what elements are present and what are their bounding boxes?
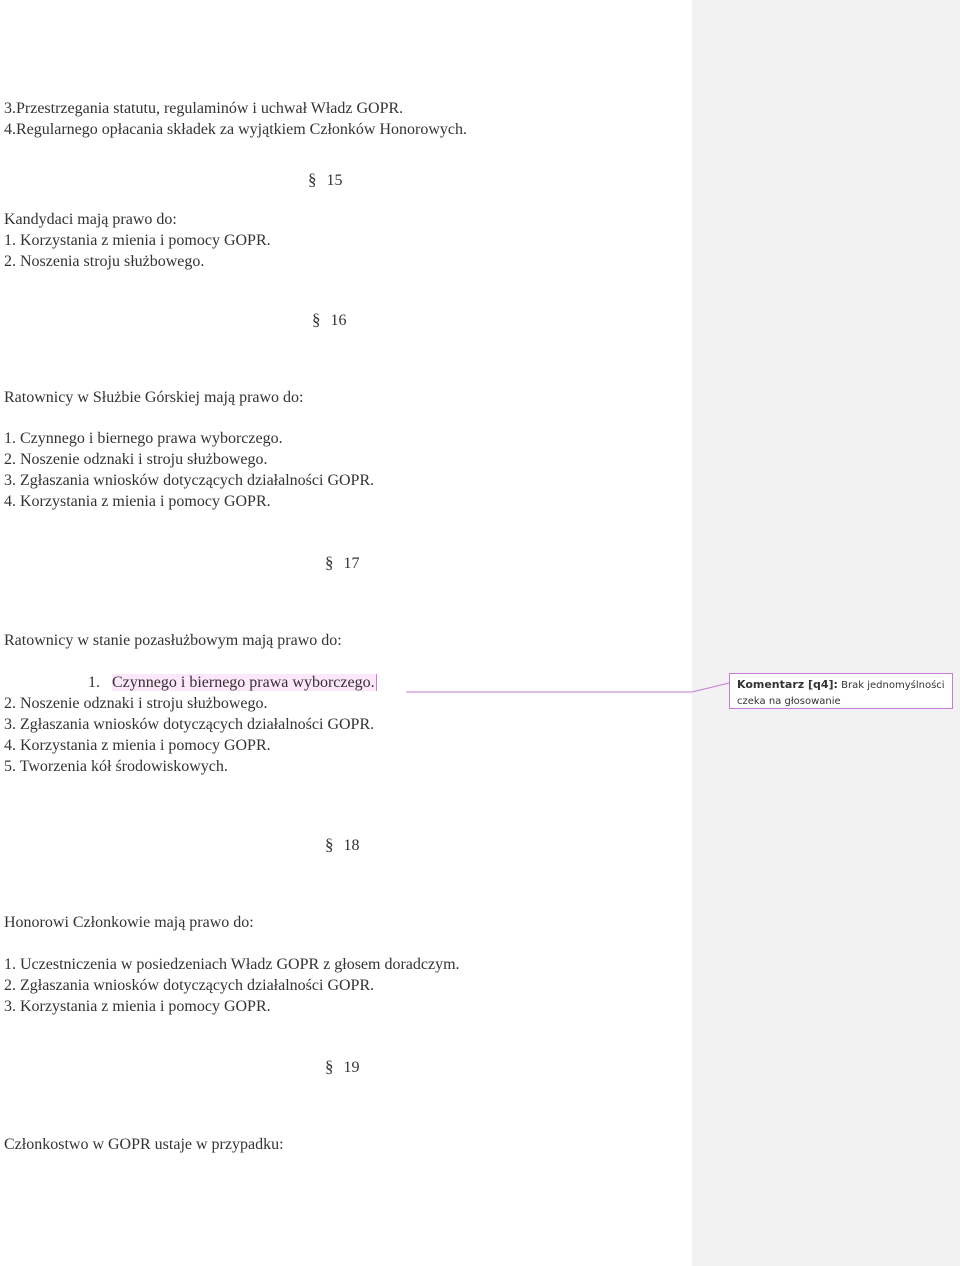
- list-item: 4. Korzystania z mienia i pomocy GOPR.: [4, 737, 271, 754]
- section-symbol: §: [308, 170, 317, 189]
- paragraph-intro: Członkostwo w GOPR ustaje w przypadku:: [4, 1136, 284, 1153]
- list-item: 3. Korzystania z mienia i pomocy GOPR.: [4, 998, 271, 1015]
- list-item: 1. Czynnego i biernego prawa wyborczego.: [4, 430, 283, 447]
- paragraph-intro: Kandydaci mają prawo do:: [4, 211, 177, 228]
- section-heading-17: [325, 553, 360, 574]
- list-item-commented[interactable]: [88, 673, 377, 693]
- section-symbol: §: [325, 835, 334, 854]
- commented-text-highlight[interactable]: Czynnego i biernego prawa wyborczego.: [112, 674, 375, 691]
- list-item: 3. Zgłaszania wniosków dotyczących działalności GOPR.: [4, 716, 375, 733]
- list-item: 2. Noszenia stroju służbowego.: [4, 253, 205, 270]
- section-heading-15: [308, 170, 343, 191]
- section-symbol: §: [312, 310, 321, 329]
- section-number: 19: [343, 1059, 360, 1076]
- list-item: 3. Zgłaszania wniosków dotyczących działalności GOPR.: [4, 472, 375, 489]
- list-item: 2. Noszenie odznaki i stroju służbowego.: [4, 695, 268, 712]
- section-number: 16: [330, 312, 347, 329]
- comment-balloon[interactable]: [729, 673, 953, 709]
- section-number: 15: [326, 172, 343, 189]
- section-number: 18: [343, 837, 360, 854]
- list-item: 1. Uczestniczenia w posiedzeniach Władz GOPR z głosem doradczym.: [4, 956, 460, 973]
- list-item: 2. Noszenie odznaki i stroju służbowego.: [4, 451, 268, 468]
- comment-margin: [692, 0, 960, 1266]
- section-symbol: §: [325, 553, 334, 572]
- list-item: 4.Regularnego opłacania składek za wyjątkiem Członków Honorowych.: [4, 121, 467, 138]
- section-heading-18: [325, 835, 360, 856]
- section-heading-19: [325, 1057, 360, 1078]
- list-item: 2. Zgłaszania wniosków dotyczących działalności GOPR.: [4, 977, 375, 994]
- list-item: 1. Korzystania z mienia i pomocy GOPR.: [4, 232, 271, 249]
- section-number: 17: [343, 555, 360, 572]
- list-item: 5. Tworzenia kół środowiskowych.: [4, 758, 228, 775]
- list-item: 3.Przestrzegania statutu, regulaminów i uchwał Władz GOPR.: [4, 100, 404, 117]
- paragraph-intro: Honorowi Członkowie mają prawo do:: [4, 914, 254, 931]
- section-heading-16: [312, 310, 347, 331]
- section-symbol: §: [325, 1057, 334, 1076]
- list-item: 4. Korzystania z mienia i pomocy GOPR.: [4, 493, 271, 510]
- list-number: 1.: [88, 674, 100, 691]
- paragraph-intro: Ratownicy w Służbie Górskiej mają prawo do:: [4, 389, 304, 406]
- paragraph-intro: Ratownicy w stanie pozasłużbowym mają prawo do:: [4, 632, 342, 649]
- comment-text: Brak jednomyślności czeka na głosowanie: [737, 680, 945, 707]
- comment-label: Komentarz [q4]:: [737, 678, 838, 691]
